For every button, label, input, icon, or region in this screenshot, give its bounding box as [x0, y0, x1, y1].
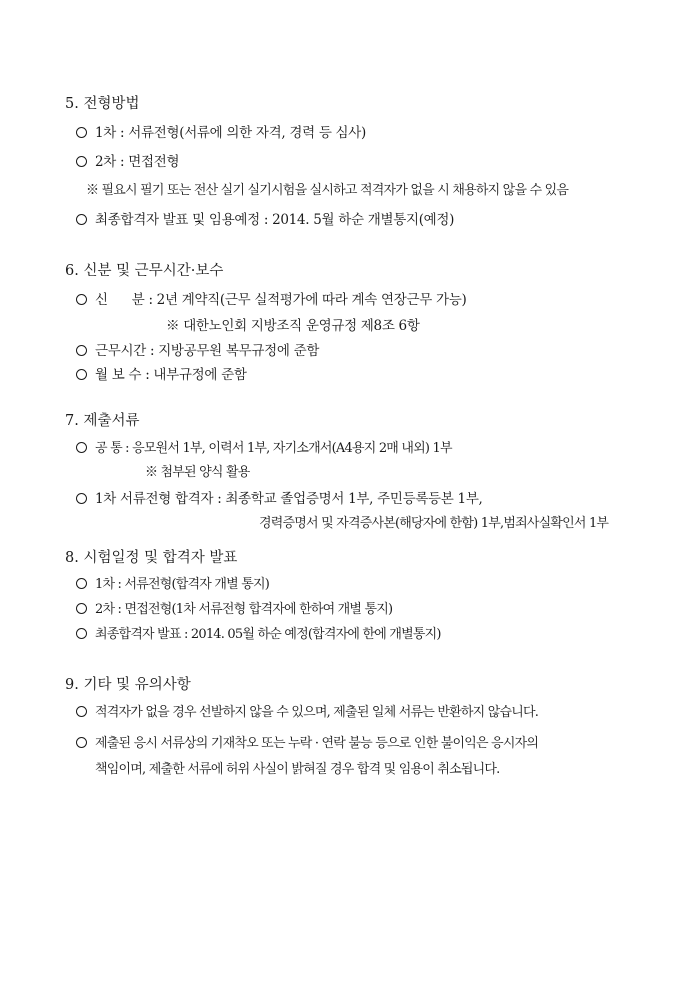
section-5-item-3 [76, 211, 454, 229]
section-7-item-2 [76, 490, 483, 508]
circle-bullet-icon [76, 628, 87, 639]
item-text: 최종합격자 발표 및 임용예정 : 2014. 5월 하순 개별통지(예정) [95, 212, 455, 228]
section-8-heading: 8. 시험일정 및 합격자 발표 [65, 550, 238, 566]
section-8-item-1 [76, 576, 269, 594]
circle-bullet-icon [76, 493, 87, 504]
item-label: 신 분 [95, 292, 145, 308]
item-text: 2차 : 면접전형 [95, 154, 180, 170]
section-5-heading: 5. 전형방법 [65, 96, 140, 112]
item-text: 월 보 수 : 내부규정에 준함 [95, 367, 247, 383]
section-8-item-3 [76, 626, 441, 644]
circle-bullet-icon [76, 156, 87, 167]
circle-bullet-icon [76, 127, 87, 138]
item-text: 1차 서류전형 합격자 : 최종학교 졸업증명서 1부, 주민등록등본 1부, [95, 491, 483, 507]
circle-bullet-icon [76, 294, 87, 305]
section-9-continuation: 책임이며, 제출한 서류에 허위 사실이 밝혀질 경우 합격 및 임용이 취소됩니다. [95, 762, 500, 777]
section-6-heading: 6. 신분 및 근무시간·보수 [65, 263, 224, 279]
circle-bullet-icon [76, 345, 87, 356]
circle-bullet-icon [76, 369, 87, 380]
circle-bullet-icon [76, 578, 87, 589]
circle-bullet-icon [76, 214, 87, 225]
item-text: 최종합격자 발표 : 2014. 05월 하순 예정(합격자에 한에 개별통지) [95, 627, 441, 642]
section-6-item-1 [76, 291, 466, 309]
item-text: 제출된 응시 서류상의 기재착오 또는 누락 · 연락 불능 등으로 인한 불이익은 응시자의 [95, 736, 539, 751]
section-9-item-1 [76, 704, 538, 722]
circle-bullet-icon [76, 737, 87, 748]
item-text: 2차 : 면접전형(1차 서류전형 합격자에 한하여 개별 통지) [95, 602, 393, 617]
section-7-item-1 [76, 440, 452, 458]
section-6-note: ※ 대한노인회 지방조직 운영규정 제8조 6항 [166, 318, 420, 334]
section-8-item-2 [76, 601, 392, 619]
section-5-note: ※ 필요시 필기 또는 전산 실기 실기시험을 실시하고 적격자가 없을 시 채용하지 않을 수 있음 [86, 183, 569, 198]
item-text: 1차 : 서류전형(합격자 개별 통지) [95, 577, 270, 592]
section-5-item-2 [76, 153, 179, 171]
section-9-heading: 9. 기타 및 유의사항 [65, 677, 191, 693]
item-text: 공 통 : 응모원서 1부, 이력서 1부, 자기소개서(A4용지 2매 내외) 1부 [95, 441, 452, 456]
circle-bullet-icon [76, 442, 87, 453]
section-5-item-1 [76, 124, 366, 142]
circle-bullet-icon [76, 603, 87, 614]
section-6-item-2 [76, 342, 319, 360]
section-6-item-3 [76, 366, 247, 384]
item-text: 1차 : 서류전형(서류에 의한 자격, 경력 등 심사) [95, 125, 366, 141]
item-text: : 2년 계약직(근무 실적평가에 따라 계속 연장근무 가능) [148, 292, 467, 308]
section-7-note: ※ 첨부된 양식 활용 [145, 465, 250, 480]
section-7-heading: 7. 제출서류 [65, 413, 140, 429]
circle-bullet-icon [76, 706, 87, 717]
section-9-item-2 [76, 735, 538, 753]
item-text: 근무시간 : 지방공무원 복무규정에 준함 [95, 343, 320, 359]
item-text: 적격자가 없을 경우 선발하지 않을 수 있으며, 제출된 일체 서류는 반환하지 않습니다. [95, 705, 539, 720]
section-7-continuation: 경력증명서 및 자격증사본(해당자에 한함) 1부,범죄사실확인서 1부 [259, 516, 609, 531]
